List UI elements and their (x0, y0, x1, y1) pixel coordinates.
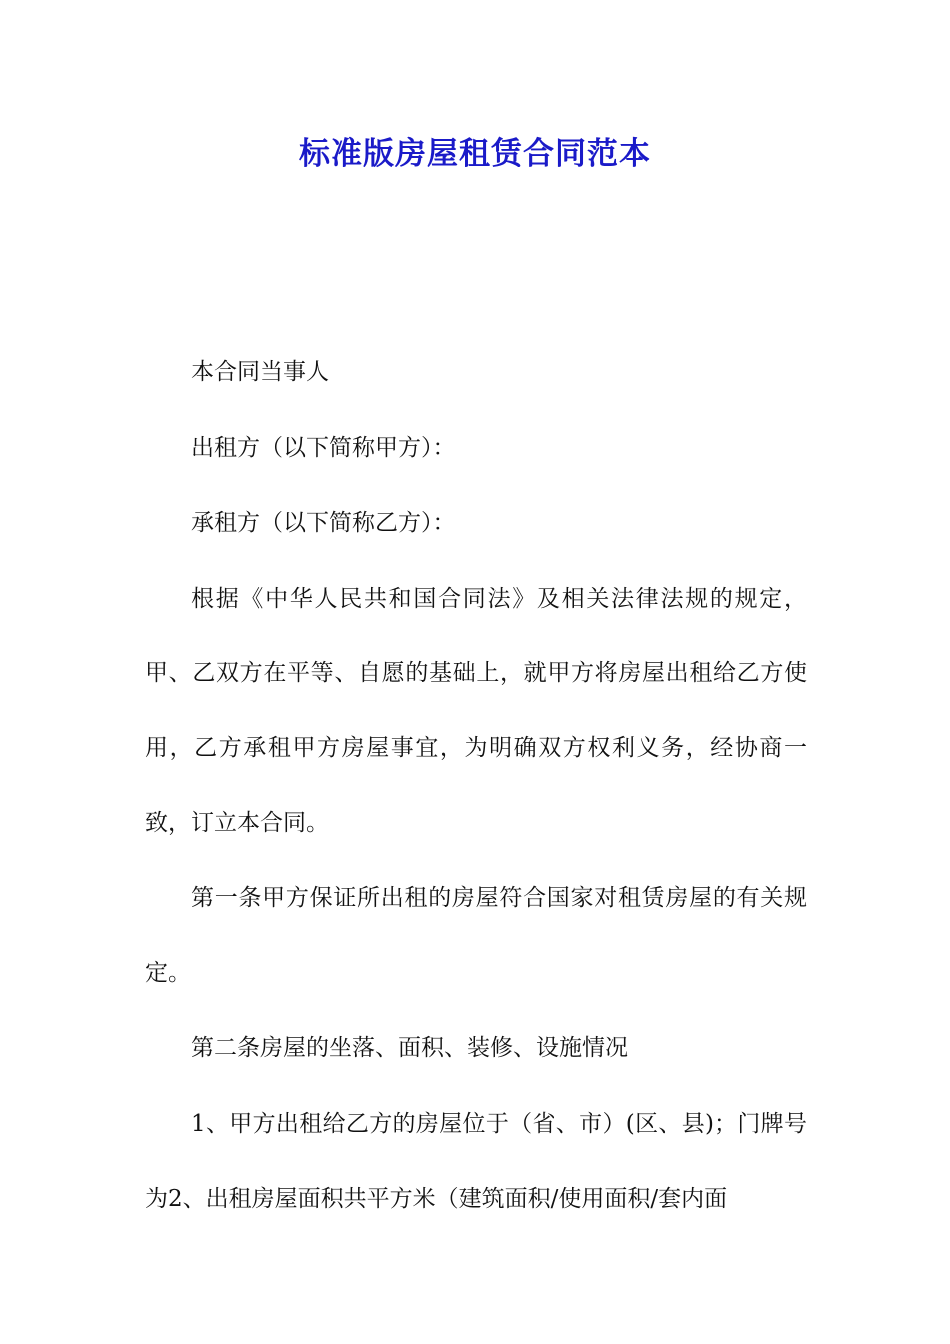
paragraph-article-2: 第二条房屋的坐落、面积、装修、设施情况 (191, 1035, 628, 1062)
paragraph-lessee: 承租方（以下简称乙方）： (191, 510, 456, 537)
document-body (145, 335, 807, 1237)
document-title: 标准版房屋租赁合同范本 (299, 136, 651, 172)
paragraph-article-1: 第一条甲方保证所出租的房屋符合国家对租赁房屋的有关规定。 (145, 885, 807, 986)
paragraph-parties: 本合同当事人 (191, 359, 329, 385)
paragraph-lessor: 出租方（以下简称甲方）： (191, 434, 456, 461)
paragraph-preamble: 根据《中华人民共和国合同法》及相关法律法规的规定，甲、乙双方在平等、自愿的基础上，就甲方将房屋出租给乙方使用，乙方承租甲方房屋事宜，为明确双方权利义务，经协商一致，订立本合同。 (145, 585, 807, 836)
paragraph-article-2-item-1: 1、甲方出租给乙方的房屋位于（省、市）(区、县)；门牌号为2、出租房屋面积共平方米（建筑面积/使用面积/套内面 (145, 1110, 807, 1212)
